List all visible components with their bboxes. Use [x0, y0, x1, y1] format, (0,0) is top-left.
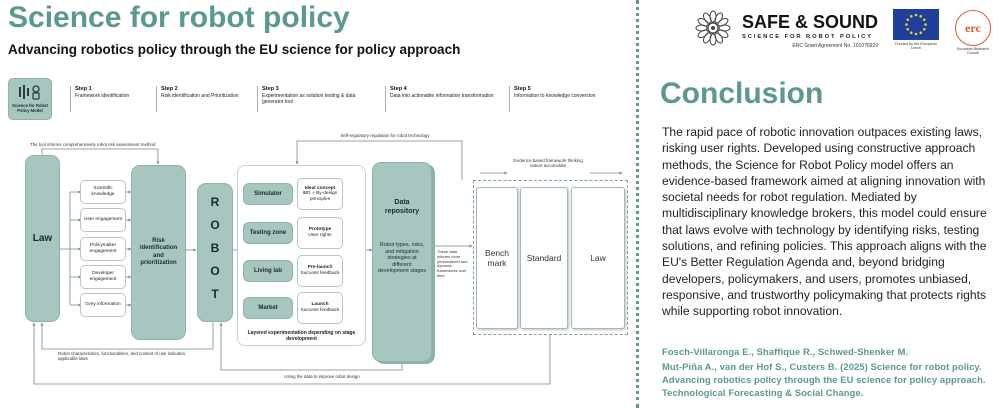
- stage-detail-launch: [297, 292, 343, 324]
- connector-law-trunk: [60, 192, 70, 305]
- input-developer-engagement: Developer engagement: [80, 265, 126, 289]
- output-standard: Standard: [520, 187, 568, 329]
- project-name: SAFE & SOUND: [742, 12, 879, 32]
- step-3-desc: Experimentation as solution testing & data generator tool: [262, 93, 356, 105]
- conclusion-line: responsive, and trustworthy policymaking that protects rights: [662, 287, 986, 302]
- eu-star: [915, 14, 918, 17]
- step-4-label: Step 4: [390, 86, 407, 92]
- stage-name: Pre-launch: [307, 265, 333, 271]
- stage-detail-text: Success feedback: [300, 271, 340, 276]
- erc-logo: erc: [955, 10, 991, 46]
- step-5-label: Step 5: [514, 86, 531, 92]
- conclusion-line: The rapid pace of robotic innovation outpaces existing laws,: [662, 125, 983, 139]
- conclusion-heading: Conclusion: [660, 77, 824, 110]
- conclusion-line: societal needs for robot regulation. Mediated by: [662, 190, 917, 205]
- stage-env-market: Market: [243, 297, 293, 319]
- conclusion-line: risking user rights. Developed using constructive approach: [662, 141, 976, 156]
- stage-detail-pre-launch: [297, 255, 343, 287]
- stage-detail-prototype: [297, 217, 343, 249]
- input-user-engagement: User engagement: [80, 208, 126, 232]
- reference-line: Advancing robotics policy through the EU science for policy approach.: [662, 374, 986, 385]
- self-regulatory-note: Self-regulatory regulation for robot technology: [340, 133, 430, 138]
- experimentation-caption: Layered experimentation depending on stage development: [247, 330, 356, 342]
- eu-star: [923, 18, 926, 21]
- conclusion-line: evidence-based framework aimed at aligning innovation with: [662, 173, 986, 188]
- stage-detail-text: User rights: [308, 233, 332, 238]
- conclusion-line: that laws evolve with technology by identifying risks, testing: [662, 222, 980, 237]
- stage-env-simulator: Simulator: [243, 183, 293, 205]
- input-grey-information: Grey information: [80, 293, 126, 317]
- eu-star: [910, 31, 913, 34]
- input-scientific-knowledge: Scientific knowledge: [80, 180, 126, 204]
- data-feedback-note: Using the data to improve robot design: [284, 374, 360, 379]
- step-5-desc: Information to knowledge conversion: [514, 93, 596, 99]
- project-tagline: SCIENCE FOR ROBOT POLICY: [742, 34, 873, 40]
- conclusion-line: solutions, and refining policies. This approach aligns with the: [662, 239, 987, 254]
- tool-informs-note: The tool informs comprehensively robot risk assessment method: [30, 142, 156, 147]
- eu-star: [905, 23, 908, 26]
- data-repository-title: Data repository: [384, 199, 420, 215]
- eu-star: [906, 28, 909, 31]
- model-badge-label: Science for Robot Policy Model: [12, 103, 48, 113]
- step-2-label: Step 2: [161, 86, 178, 92]
- grant-agreement: ERC Grant Agreement No. 101076929: [792, 43, 878, 49]
- reference-line: Mut-Piña A., van der Hof S., Custers B. (2025) Science for robot policy.: [662, 361, 982, 372]
- eu-star: [915, 33, 918, 36]
- stage-detail-ideal-concept: [297, 178, 343, 210]
- conclusion-line: while supporting robot innovation.: [662, 304, 843, 319]
- eu-flag-icon: [893, 9, 939, 40]
- eu-star: [919, 15, 922, 18]
- data-repository-box: [372, 162, 432, 362]
- step-1-label: Step 1: [75, 86, 92, 92]
- emblem-petal: [713, 32, 724, 45]
- eu-star: [910, 15, 913, 18]
- poster-title: Science for robot policy: [8, 1, 350, 34]
- stage-name: Prototype: [308, 227, 332, 233]
- output-benchmark: Bench mark: [476, 187, 518, 329]
- poster-subtitle: Advancing robotics policy through the EU science for policy approach: [8, 42, 461, 57]
- data-repository-desc: Robot types, risks, and mitigation strategies at different development stages: [377, 242, 427, 275]
- reference-journal: Technological Forecasting & Social Change.: [662, 387, 864, 398]
- stage-name: Launch: [311, 302, 329, 308]
- step-4-desc: Data into actionable information transformation: [390, 93, 494, 99]
- conclusion-line: developers, policymakers, and users, promotes unbiased,: [662, 271, 972, 286]
- step-2-desc: Risk identification and Prioritization: [161, 93, 239, 99]
- panel-separator: [636, 0, 639, 408]
- input-policymaker-engagement: Policymaker engagement: [80, 237, 126, 261]
- connector-robot-characteristics: [42, 322, 213, 349]
- data-informs-note: These data informs more personalized and dynamic frameworks over time: [437, 249, 468, 278]
- eu-star: [906, 18, 909, 21]
- emblem-petal: [717, 17, 730, 28]
- erc-caption: European Research Council: [957, 47, 989, 56]
- eu-funding-caption: Funded by the European Union: [895, 42, 937, 51]
- conclusion-paragraph: [662, 124, 987, 320]
- stage-env-living-lab: Living lab: [243, 260, 293, 282]
- conclusion-line: EU's Better Regulation Agenda and, beyond bridging: [662, 255, 945, 270]
- eu-star: [923, 28, 926, 31]
- step-1-desc: Framework identification: [75, 93, 130, 99]
- reference-authors: Fosch-Villaronga E., Shaffique R., Schwed-Shenker M.: [662, 346, 909, 357]
- stage-detail-text: IBD + By-design principles: [302, 191, 338, 202]
- emblem-petal: [697, 28, 710, 39]
- risk-identification-box: Risk identification and prioritization: [131, 165, 186, 340]
- safe-and-sound-emblem-icon: [694, 9, 732, 47]
- stage-name: Ideal concept: [304, 185, 336, 191]
- law-source-box: Law: [25, 155, 60, 322]
- framework-note: Evidence-based framework thinking nature accumulate: [513, 158, 583, 169]
- output-law: Law: [571, 187, 625, 329]
- robot-characteristics-note: Robot characteristics, functionalities, and context of use indicates applicable laws: [58, 351, 185, 362]
- eu-star: [924, 23, 927, 26]
- conclusion-line: multidisciplinary knowledge brokers, this model could ensure: [662, 206, 987, 221]
- stage-env-testing-zone: Testing zone: [243, 222, 293, 244]
- step-3-label: Step 3: [262, 86, 279, 92]
- eu-star: [919, 31, 922, 34]
- emblem-petal: [702, 12, 713, 25]
- stage-detail-text: Success feedback: [300, 308, 340, 313]
- conclusion-line: methods, the Science for Robot Policy model offers an: [662, 157, 954, 172]
- robot-box: ROBOT: [197, 183, 233, 322]
